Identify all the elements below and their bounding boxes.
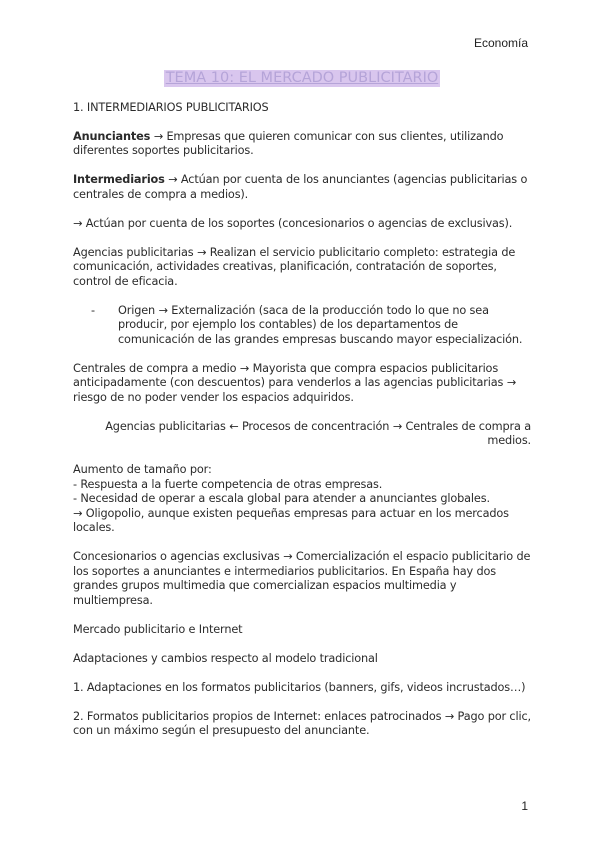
page-header-subject: Economía (473, 36, 528, 50)
term-intermediarios: Intermediarios (73, 173, 165, 186)
aumento-line-2: - Necesidad de operar a escala global para atender a anunciantes globales. (73, 492, 490, 505)
page-number: 1 (521, 799, 528, 813)
adaptaciones-heading: Adaptaciones y cambios respecto al modelo tradicional (73, 651, 378, 665)
internet-heading: Mercado publicitario e Internet (73, 622, 243, 636)
paragraph-anunciantes (73, 130, 531, 159)
list-item-1: 1. Adaptaciones en los formatos publicitarios (banners, gifs, videos incrustados…) (73, 680, 526, 694)
list-item-origen (73, 304, 531, 348)
section-heading: 1. INTERMEDIARIOS PUBLICITARIOS (73, 100, 269, 114)
paragraph-soportes: → Actúan por cuenta de los soportes (concesionarios o agencias de exclusivas). (73, 216, 513, 230)
paragraph-agencias: Agencias publicitarias → Realizan el servicio publicitario completo: estrategia de comunicación, actividades creativas, planificación, contratación de soportes, control de eficacia. (73, 245, 516, 288)
paragraph-aumento (73, 463, 531, 536)
aumento-intro: Aumento de tamaño por: (73, 463, 212, 476)
page-title: TEMA 10: EL MERCADO PUBLICITARIO (165, 70, 439, 86)
bullet-dash: - (91, 303, 95, 317)
list-item-2: 2. Formatos publicitarios propios de Internet: enlaces patrocinados → Pago por clic, con un máximo según el presupuesto del anunciante. (73, 709, 531, 737)
term-anunciantes: Anunciantes (73, 129, 151, 143)
paragraph-concesionarios: Concesionarios o agencias exclusivas → Comercialización el espacio publicitario de los soportes a anunciantes e intermediarios publicitarios. En España hay dos grandes grupos multimedia que comercializan espacios multimedia y multiempresa. (73, 550, 531, 607)
text-anunciantes: → Empresas que quieren comunicar con sus clientes, utilizando diferentes soportes publicitarios. (73, 129, 504, 157)
document-body (73, 70, 531, 753)
paragraph-intermediarios (73, 173, 531, 202)
text-intermediarios: → Actúan por cuenta de los anunciantes (agencias publicitarias o centrales de compra a medios). (73, 173, 528, 201)
paragraph-centrales: Centrales de compra a medio → Mayorista que compra espacios publicitarios anticipadamente (con descuentos) para venderlos a las agencias publicitarias → riesgo de no poder vender los espacios adquiridos. (73, 361, 517, 404)
paragraph-concentracion: Agencias publicitarias ← Procesos de concentración → Centrales de compra a medios. (105, 419, 531, 447)
aumento-line-1: - Respuesta a la fuerte competencia de otras empresas. (73, 477, 383, 491)
aumento-line-3: → Oligopolio, aunque existen pequeñas empresas para actuar en los mercados locales. (73, 506, 509, 534)
title-wrap (73, 70, 531, 87)
text-origen: Origen → Externalización (saca de la producción todo lo que no sea producir, por ejemplo los contables) de los departamentos de comunicación de las grandes empresas buscando mayor especialización. (118, 303, 523, 346)
